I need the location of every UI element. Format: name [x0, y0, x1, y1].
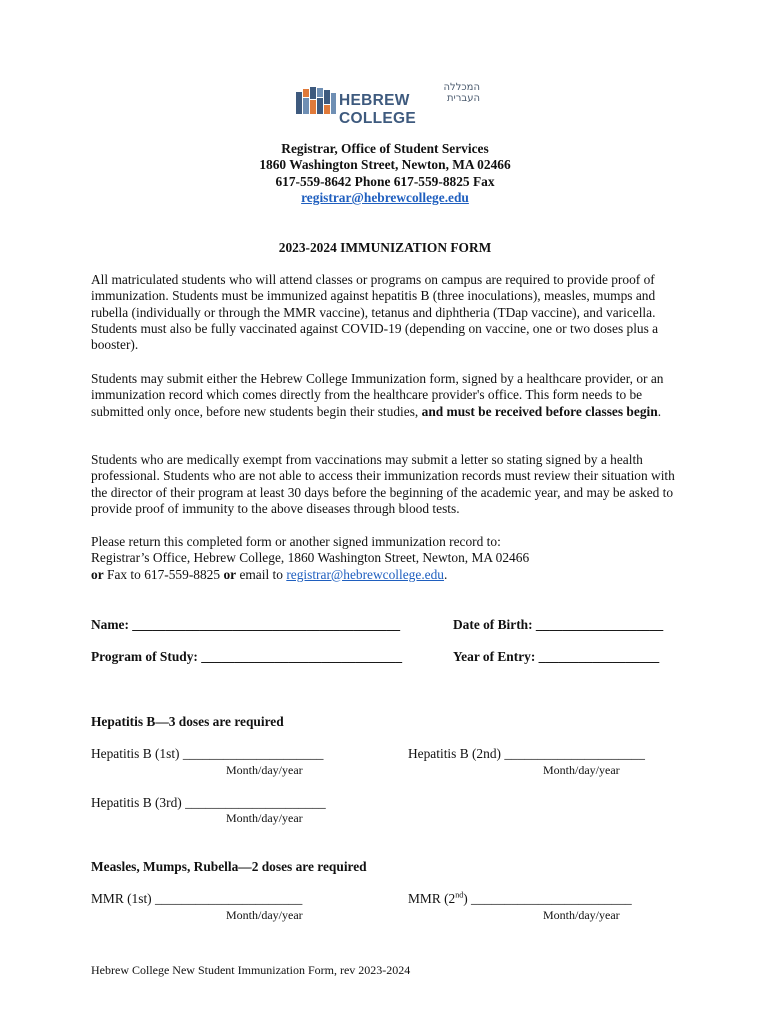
- mmr-first-dose-field[interactable]: MMR (1st) ______________________: [91, 891, 303, 906]
- logo-hebrew-text: המכללה העברית: [443, 82, 480, 104]
- date-of-birth-field[interactable]: Date of Birth: ___________________: [453, 617, 664, 632]
- submission-period: .: [657, 403, 662, 419]
- header-office: Registrar, Office of Student Services: [281, 141, 489, 156]
- return-address: Registrar’s Office, Hebrew College, 1860 Washington Street, Newton, MA 02466: [91, 550, 530, 566]
- mmr-first-caption: Month/day/year: [226, 908, 303, 922]
- hepatitis-b-first-dose-field[interactable]: Hepatitis B (1st) _____________________: [91, 746, 324, 761]
- exemption-paragraph: Students who are medically exempt from vaccinations may submit a letter so stating signed by a health professional. Students who are not able to access their immunization records must review their situation with the director of their program at least 30 days before the beginning of the academic year, and may be asked to provide proof of immunity to the above diseases through blood tests.: [91, 452, 675, 516]
- hebrew-college-logo: [296, 80, 480, 127]
- submission-paragraph: [91, 371, 681, 420]
- return-email-prefix: email to: [239, 566, 283, 582]
- mmr-second-caption: Month/day/year: [543, 908, 620, 922]
- mmr-second-suffix: ) ________________________: [463, 891, 632, 906]
- return-or-1: or: [91, 566, 104, 582]
- form-title: 2023-2024 IMMUNIZATION FORM: [278, 240, 492, 255]
- return-paragraph: [91, 534, 681, 583]
- mmr-heading: Measles, Mumps, Rubella—2 doses are required: [91, 859, 367, 874]
- hepatitis-b-first-caption: Month/day/year: [226, 763, 303, 777]
- return-fax: Fax to 617-559-8825: [107, 566, 221, 582]
- header-address: 1860 Washington Street, Newton, MA 02466: [259, 157, 511, 172]
- logo-college-name: HEBREW COLLEGE: [339, 92, 417, 127]
- hepatitis-b-heading: Hepatitis B—3 doses are required: [91, 714, 284, 729]
- hepatitis-b-third-caption: Month/day/year: [226, 811, 303, 825]
- header-email-row: [0, 190, 770, 207]
- hebrew-college-logo-mark-icon: [296, 86, 336, 116]
- mmr-second-dose-field[interactable]: [408, 891, 632, 907]
- mmr-second-prefix: MMR (2: [408, 891, 456, 906]
- hepatitis-b-third-dose-field[interactable]: Hepatitis B (3rd) _____________________: [91, 795, 326, 810]
- name-field[interactable]: Name: ________________________________________: [91, 617, 401, 632]
- return-email-link[interactable]: registrar@hebrewcollege.edu: [286, 566, 445, 582]
- return-period: .: [444, 566, 448, 582]
- mmr-second-superscript: nd: [455, 890, 464, 900]
- year-of-entry-field[interactable]: Year of Entry: __________________: [453, 649, 660, 664]
- return-instructions: Please return this completed form or another signed immunization record to:: [91, 534, 501, 549]
- program-of-study-field[interactable]: Program of Study: ______________________________: [91, 649, 403, 664]
- return-contact-row: [91, 567, 681, 583]
- header-email-link[interactable]: registrar@hebrewcollege.edu: [301, 190, 469, 205]
- return-or-2: or: [223, 566, 237, 582]
- intro-paragraph: All matriculated students who will attend classes or programs on campus are required to provide proof of immunization. Students must be immunized against hepatitis B (three inoculations), measles, mumps and rubella (individually or through the MMR vaccine), tetanus and diphtheria (TDap vaccine), and varicella. Students must also be fully vaccinated against COVID-19 (depending on vaccine, one or two doses plus a booster).: [91, 272, 659, 353]
- submission-deadline-bold: and must be received before classes begin: [421, 403, 658, 419]
- header-phone-fax: 617-559-8642 Phone 617-559-8825 Fax: [275, 174, 495, 189]
- submission-text: Students may submit either the Hebrew College Immunization form, signed by a healthcare provider, or an immunization record which comes directly from the healthcare provider's office. This form needs to be submitted only once, before new students begin their studies,: [91, 371, 664, 419]
- hepatitis-b-second-caption: Month/day/year: [543, 763, 620, 777]
- page-footer: Hebrew College New Student Immunization Form, rev 2023-2024: [91, 963, 411, 977]
- hepatitis-b-second-dose-field[interactable]: Hepatitis B (2nd) _____________________: [408, 746, 645, 761]
